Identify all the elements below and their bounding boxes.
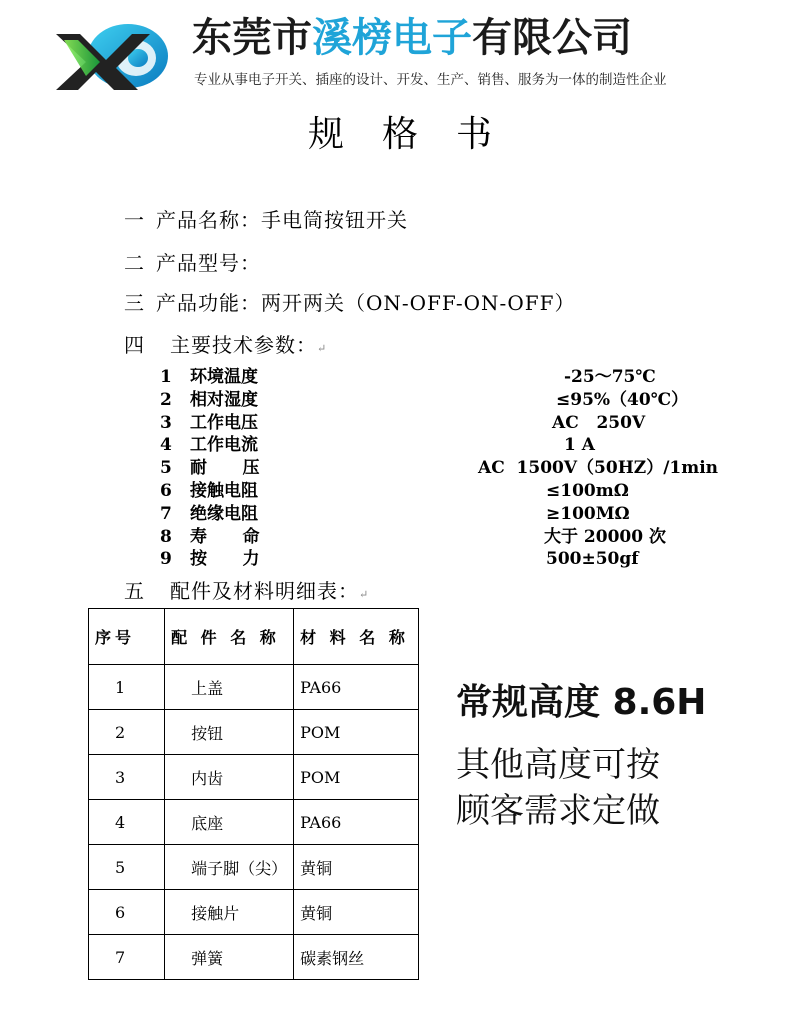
company-name: 东莞市溪榜电子有限公司: [192, 15, 632, 61]
cell-seq: 7: [89, 935, 165, 980]
table-row: [89, 935, 419, 980]
callout-standard-height: 常规高度 8.6H: [456, 682, 707, 723]
cell-seq: 6: [89, 890, 165, 935]
cell-material: 碳素钢丝: [294, 935, 419, 980]
letterhead: [0, 0, 800, 110]
document-title: 规格书: [307, 114, 530, 155]
cell-material: PA66: [294, 665, 419, 710]
param-row: 1 环境温度 -25～75℃: [160, 367, 656, 387]
callout-custom-line1: 其他高度可按: [456, 745, 660, 785]
param-row: 6 接触电阻 ≤100mΩ: [160, 480, 629, 501]
cell-part: 端子脚（尖）: [165, 845, 294, 890]
section-materials: 五 配件及材料明细表：↵: [124, 579, 369, 603]
cell-part: 上盖: [165, 665, 294, 710]
cell-seq: 5: [89, 845, 165, 890]
materials-table: [88, 608, 419, 980]
cell-material: 黄铜: [294, 890, 419, 935]
cell-part: 内齿: [165, 755, 294, 800]
cell-part: 按钮: [165, 710, 294, 755]
param-row: 9 按 力 500±50gf: [160, 549, 639, 570]
param-row: 7 绝缘电阻 ≥100MΩ: [160, 503, 630, 524]
table-row: [89, 710, 419, 755]
section-product-function: 三 产品功能：两开两关（ON-OFF-ON-OFF）: [124, 291, 576, 315]
xb-logo-icon: [46, 20, 178, 92]
table-row: [89, 890, 419, 935]
param-row: 2 相对湿度 ≤95%（40℃）: [160, 389, 689, 410]
cell-seq: 1: [89, 665, 165, 710]
table-row: [89, 755, 419, 800]
param-row: 5 耐 压 AC 1500V（50HZ）/1min: [160, 458, 719, 479]
table-row: [89, 800, 419, 845]
header-part-name: 配 件 名 称: [165, 609, 294, 665]
table-header-row: [89, 609, 419, 665]
cell-seq: 2: [89, 710, 165, 755]
cell-material: PA66: [294, 800, 419, 845]
header-material-name: 材 料 名 称: [294, 609, 419, 665]
section-technical-params: 四 主要技术参数：↵: [124, 333, 327, 357]
section-product-name: 一 产品名称：手电筒按钮开关: [124, 208, 408, 232]
cell-part: 接触片: [165, 890, 294, 935]
header-seq: 序号: [89, 609, 165, 665]
cell-seq: 3: [89, 755, 165, 800]
table-row: [89, 665, 419, 710]
param-row: 3 工作电压 AC 250V: [160, 412, 646, 433]
params-list: [160, 366, 720, 571]
cell-part: 弹簧: [165, 935, 294, 980]
cell-material: POM: [294, 710, 419, 755]
param-row: 4 工作电流 1 A: [160, 435, 595, 456]
param-row: 8 寿 命 大于 20000 次: [160, 526, 666, 547]
callout-custom-line2: 顾客需求定做: [456, 791, 660, 831]
cell-part: 底座: [165, 800, 294, 845]
cell-seq: 4: [89, 800, 165, 845]
section-product-model: 二 产品型号：: [124, 251, 261, 275]
company-slogan: 专业从事电子开关、插座的设计、开发、生产、销售、服务为一体的制造性企业: [194, 72, 667, 88]
cell-material: POM: [294, 755, 419, 800]
cell-material: 黄铜: [294, 845, 419, 890]
table-row: [89, 845, 419, 890]
